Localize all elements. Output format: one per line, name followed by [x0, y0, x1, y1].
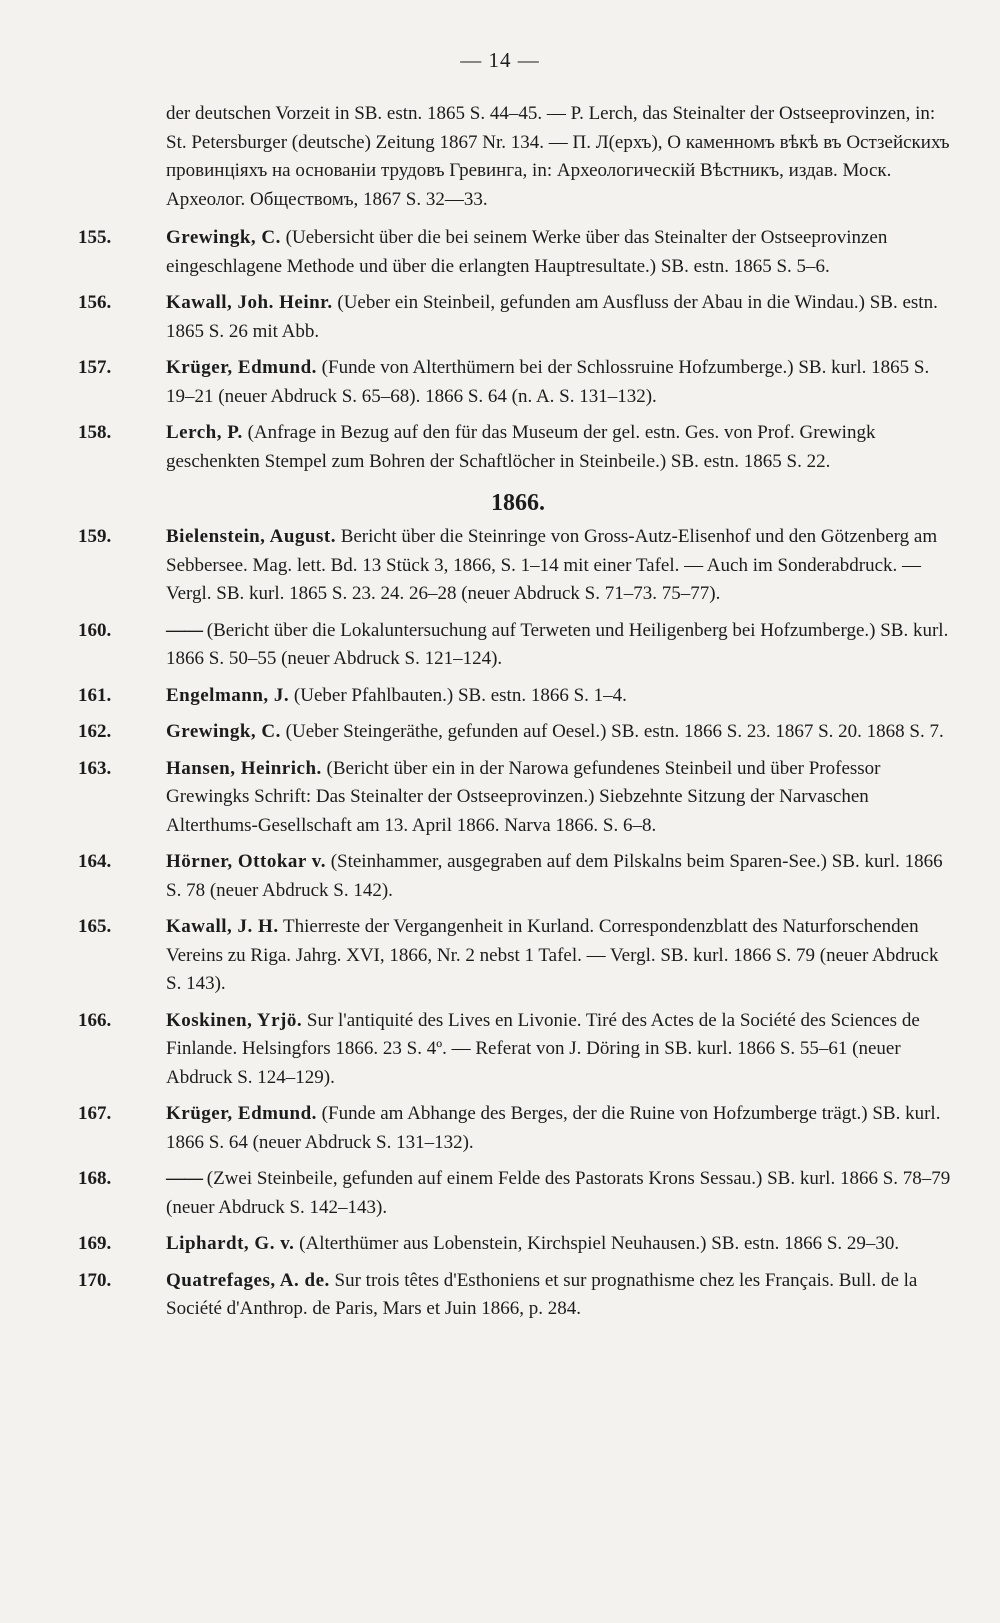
entry-text: (Ueber ein Steinbeil, gefunden am Ausfluss der Abau in die Windau.) SB. estn. 1865 S. 26 mit Abb. — [166, 292, 938, 342]
entry-author: —— — [166, 619, 202, 641]
entry-number: 164. — [78, 851, 112, 872]
bibliography-list — [78, 100, 958, 1332]
bibliography-entry — [78, 718, 958, 747]
entry-author: Liphardt, G. v. — [166, 1233, 295, 1254]
entry-number: 158. — [78, 422, 112, 443]
entry-number: 160. — [78, 619, 112, 641]
bibliography-entry — [78, 913, 958, 999]
bibliography-entry — [78, 523, 958, 609]
entry-number: 165. — [78, 916, 112, 937]
entry-text: (Ueber Steingeräthe, gefunden auf Oesel.) SB. estn. 1866 S. 23. 1867 S. 20. 1868 S. 7. — [280, 721, 944, 742]
bibliography-entry — [78, 289, 958, 346]
entry-text: Sur trois têtes d'Esthoniens et sur prognathisme chez les Français. Bull. de la Société d'Anthrop. de Paris, Mars et Juin 1866, p. 284. — [166, 1269, 918, 1319]
bibliography-entry — [78, 755, 958, 841]
entry-number: 156. — [78, 292, 112, 313]
entry-author: Engelmann, J. — [166, 684, 290, 706]
bibliography-entry — [78, 848, 958, 905]
year-heading-1866: 1866. — [491, 490, 545, 516]
entry-text: (Funde am Abhange des Berges, der die Ruine von Hofzumberge trägt.) SB. kurl. 1866 S. 64 (neuer Abdruck S. 131–132). — [166, 1103, 941, 1153]
entry-number: 157. — [78, 357, 112, 378]
entry-author: Quatrefages, A. de. — [166, 1269, 330, 1291]
entry-number: 162. — [78, 721, 112, 742]
entry-number: 159. — [78, 526, 112, 547]
bibliography-entry — [78, 1230, 958, 1259]
entry-number: 167. — [78, 1103, 112, 1124]
entry-text: (Uebersicht über die bei seinem Werke über das Steinalter der Ostseeprovinzen eingeschlagene Methode und über die erlangten Hauptresultate.) SB. estn. 1865 S. 5–6. — [166, 227, 888, 277]
entry-number: 170. — [78, 1269, 112, 1291]
entry-author: Krüger, Edmund. — [166, 357, 317, 378]
entry-number: 166. — [78, 1009, 112, 1031]
entry-text: (Ueber Pfahlbauten.) SB. estn. 1866 S. 1–4. — [289, 684, 627, 706]
entry-number: 169. — [78, 1233, 112, 1254]
entry-author: Krüger, Edmund. — [166, 1103, 317, 1124]
entry-author: Koskinen, Yrjö. — [166, 1009, 303, 1031]
entry-text: Thierreste der Vergangenheit in Kurland. Correspondenzblatt des Naturforschenden Vereins zu Riga. Jahrg. XVI, 1866, Nr. 2 nebst 1 Tafel. — Vergl. SB. kurl. 1866 S. 79 (neuer Abdruck S. 143). — [166, 916, 939, 994]
bibliography-entry — [78, 1267, 958, 1324]
entry-number: 168. — [78, 1168, 112, 1189]
continuation-paragraph — [78, 100, 958, 214]
entry-author: Grewingk, C. — [166, 721, 281, 742]
entry-number: 163. — [78, 757, 112, 779]
bibliography-entry — [78, 1100, 958, 1157]
bibliography-entry — [78, 224, 958, 281]
continuation-text: der deutschen Vorzeit in SB. estn. 1865 S. 44–45. — P. Lerch, das Steinalter der Ostseeprovinzen, in: St. Petersburger (deutsche) Zeitung 1867 Nr. 134. — П. Л(ерхъ), О каменномъ вѣкѣ въ Остзейскихъ провинціяхъ на основаніи трудовъ Гревинга, in: Археологическій Вѣстникъ, издав. Моск. Археолог. Обществомъ, 1867 S. 32—33. — [166, 103, 950, 210]
bibliography-entry — [78, 354, 958, 411]
entry-author: —— — [166, 1168, 202, 1189]
bibliography-entry — [78, 1007, 958, 1093]
entry-text: (Zwei Steinbeile, gefunden auf einem Felde des Pastorats Krons Sessau.) SB. kurl. 1866 S. 78–79 (neuer Abdruck S. 142–143). — [166, 1168, 951, 1218]
entry-author: Grewingk, C. — [166, 227, 281, 248]
bibliography-entry — [78, 1165, 958, 1222]
entry-author: Kawall, J. H. — [166, 916, 279, 937]
entry-text: Sur l'antiquité des Lives en Livonie. Tiré des Actes de la Société des Sciences de Finlande. Helsingfors 1866. 23 S. 4º. — Referat von J. Döring in SB. kurl. 1866 S. 55–61 (neuer Abdruck S. 124–129). — [166, 1009, 920, 1088]
entry-author: Hörner, Ottokar v. — [166, 851, 326, 872]
page-number: — 14 — — [460, 48, 540, 72]
entry-text: Bericht über die Steinringe von Gross-Autz-Elisenhof und den Götzenberg am Sebbersee. Mag. lett. Bd. 13 Stück 3, 1866, S. 1–14 mit einer Tafel. — Auch im Sonderabdruck. — Vergl. SB. kurl. 1865 S. 23. 24. 26–28 (neuer Abdruck S. 71–73. 75–77). — [166, 526, 938, 604]
entry-text: (Bericht über die Lokaluntersuchung auf Terweten und Heiligenberg bei Hofzumberge.) SB. kurl. 1866 S. 50–55 (neuer Abdruck S. 121–124). — [166, 619, 949, 669]
entry-text: (Steinhammer, ausgegraben auf dem Pilskalns beim Sparen-See.) SB. kurl. 1866 S. 78 (neuer Abdruck S. 142). — [166, 851, 943, 901]
entry-number: 161. — [78, 684, 112, 706]
entry-text: (Funde von Alterthümern bei der Schlossruine Hofzumberge.) SB. kurl. 1865 S. 19–21 (neuer Abdruck S. 65–68). 1866 S. 64 (n. A. S. 131–132). — [166, 357, 930, 407]
entry-author: Lerch, P. — [166, 422, 243, 443]
bibliography-entry — [78, 419, 958, 476]
entry-text: (Alterthümer aus Lobenstein, Kirchspiel Neuhausen.) SB. estn. 1866 S. 29–30. — [294, 1233, 900, 1254]
bibliography-entry — [78, 682, 958, 711]
entry-author: Kawall, Joh. Heinr. — [166, 292, 333, 313]
entry-author: Hansen, Heinrich. — [166, 757, 322, 779]
entries-1865 — [78, 224, 958, 476]
entry-number: 155. — [78, 227, 112, 248]
bibliography-entry — [78, 617, 958, 674]
entry-text: (Bericht über ein in der Narowa gefundenes Steinbeil und über Professor Grewingks Schrift: Das Steinalter der Ostseeprovinzen.) Siebzehnte Sitzung der Narvaschen Alterthums-Gesellschaft am 13. April 1866. Narva 1866. S. 6–8. — [166, 757, 881, 836]
entries-1866 — [78, 523, 958, 1324]
entry-author: Bielenstein, August. — [166, 526, 336, 547]
entry-text: (Anfrage in Bezug auf den für das Museum der gel. estn. Ges. von Prof. Grewingk geschenkten Stempel zum Bohren der Schaftlöcher in Steinbeile.) SB. estn. 1865 S. 22. — [166, 422, 876, 472]
